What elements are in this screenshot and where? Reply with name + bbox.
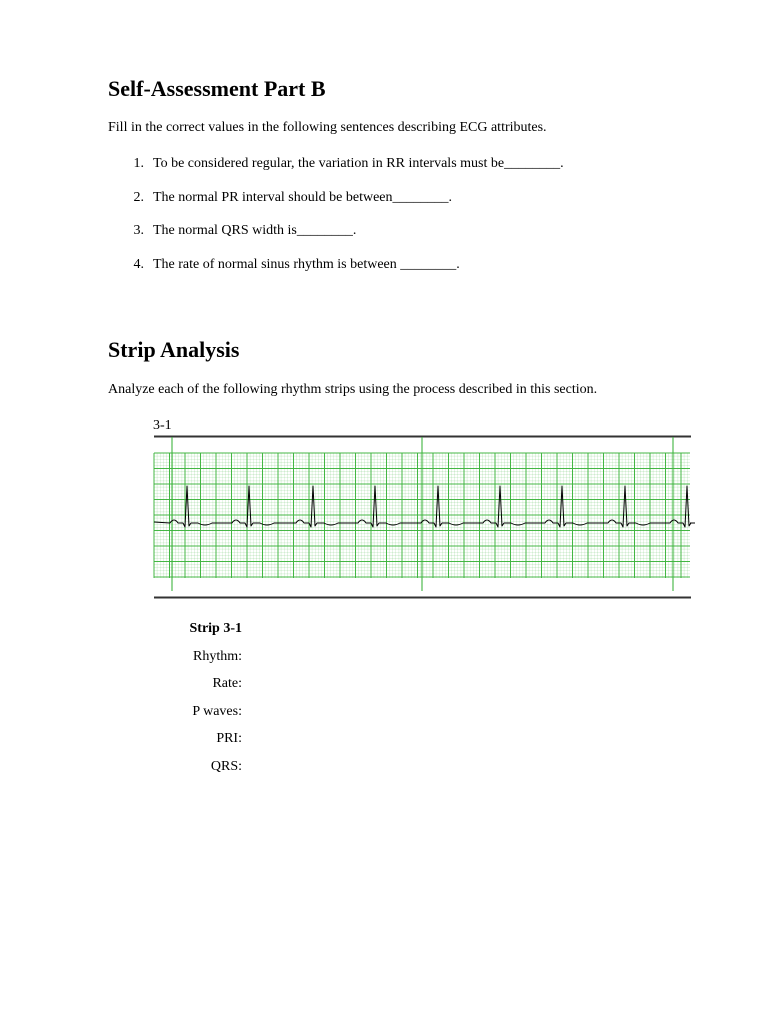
self-assessment-intro: Fill in the correct values in the following sentences describing ECG attributes. — [108, 120, 547, 135]
p-waves-field-label: P waves: — [192, 703, 242, 719]
ecg-rhythm-strip — [150, 433, 695, 603]
question-number: 2. — [133, 189, 144, 205]
qrs-field-label: QRS: — [210, 758, 242, 774]
question-text: To be considered regular, the variation in RR intervals must be________. — [153, 156, 564, 171]
strip-analysis-intro: Analyze each of the following rhythm strips using the process described in this section. — [108, 382, 598, 397]
ecg-trace — [154, 486, 695, 527]
question-number: 1. — [133, 156, 144, 171]
pri-field-label: PRI: — [216, 731, 242, 747]
question-text: The normal QRS width is________. — [153, 223, 357, 238]
section-title-self-assessment: Self-Assessment Part B — [108, 76, 326, 101]
question-number: 4. — [133, 256, 144, 272]
question-text: The normal PR interval should be between________. — [153, 189, 452, 205]
question-text: The rate of normal sinus rhythm is between ________. — [153, 256, 460, 272]
rate-field-label: Rate: — [212, 676, 242, 692]
section-title-strip-analysis: Strip Analysis — [108, 337, 240, 362]
ecg-grid — [154, 437, 690, 591]
question-number: 3. — [133, 223, 144, 238]
strip-form-title: Strip 3-1 — [189, 621, 242, 636]
strip-label: 3-1 — [153, 418, 172, 433]
strip-analysis-form — [150, 620, 242, 786]
rhythm-field-label: Rhythm: — [192, 648, 242, 664]
